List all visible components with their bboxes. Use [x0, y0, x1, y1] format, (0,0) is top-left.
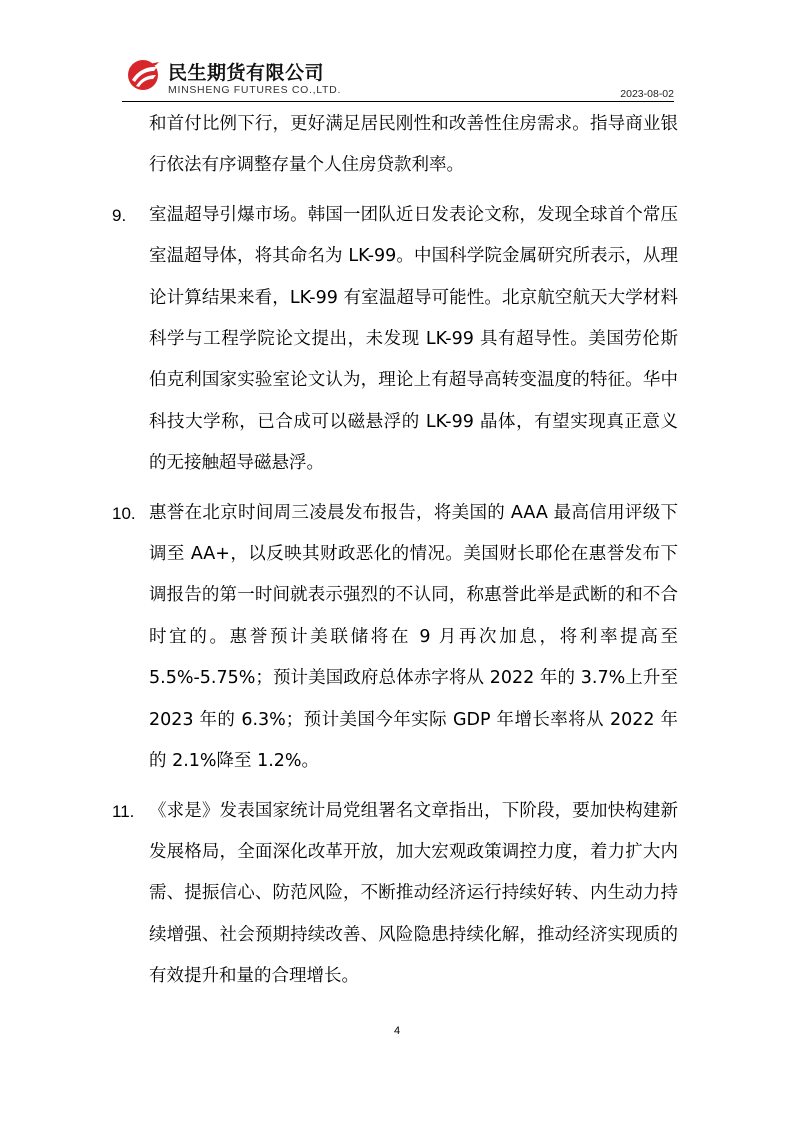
item-text: 室温超导引爆市场。韩国一团队近日发表论文称，发现全球首个常压室温超导体，将其命名为 LK-99。中国科学院金属研究所表示，从理论计算结果来看，LK-99 有室温超导可能性。北京航空航天大学材料科学与工程学院论文提出，未发现 LK-99 具有超导性。美国劳伦斯伯克利国家实验室论文认为，理论上有超导高转变温度的特征。华中科技大学称，已合成可以磁悬浮的 LK-99 晶体，有望实现真正意义的无接触超导磁悬浮。: [149, 204, 678, 474]
list-item: [112, 195, 678, 485]
company-name-cn: 民生期货有限公司: [168, 62, 325, 84]
minsheng-logo-icon: [126, 56, 160, 94]
page-number: 4: [393, 1025, 401, 1037]
page-header: [122, 52, 674, 102]
list-item: [112, 493, 678, 783]
report-date: 2023-08-02: [620, 88, 674, 100]
news-list: [112, 104, 678, 998]
company-name-en: MINSHENG FUTURES CO.,LTD.: [168, 84, 342, 96]
item-number: 11.: [112, 801, 135, 821]
company-logo: [122, 52, 362, 100]
item-text: 《求是》发表国家统计局党组署名文章指出，下阶段，要加快构建新发展格局，全面深化改革开放，加大宏观政策调控力度，着力扩大内需、提振信心、防范风险，不断推动经济运行持续好转、内生动力持续增强、社会预期持续改善、风险隐患持续化解，推动经济实现质的有效提升和量的合理增长。: [149, 800, 678, 987]
item-number: 9.: [112, 205, 127, 225]
header-rule: [122, 101, 674, 102]
item-number: 10.: [112, 503, 136, 523]
item-text: 惠誉在北京时间周三凌晨发布报告，将美国的 AAA 最高信用评级下调至 AA+，以反映其财政恶化的情况。美国财长耶伦在惠誉发布下调报告的第一时间就表示强烈的不认同，称惠誉此举是武断的和不合时宜的。惠誉预计美联储将在 9 月再次加息，将利率提高至 5.5%-5.75%；预计美国政府总体赤字将从 2022 年的 3.7%上升至 2023 年的 6.3%；预计美国今年实际 GDP 年增长率将从 2022 年的 2.1%降至 1.2%。: [149, 502, 678, 772]
list-item: [112, 791, 678, 998]
continued-paragraph: 和首付比例下行，更好满足居民刚性和改善性住房需求。指导商业银行依法有序调整存量个人住房贷款利率。: [149, 114, 678, 176]
